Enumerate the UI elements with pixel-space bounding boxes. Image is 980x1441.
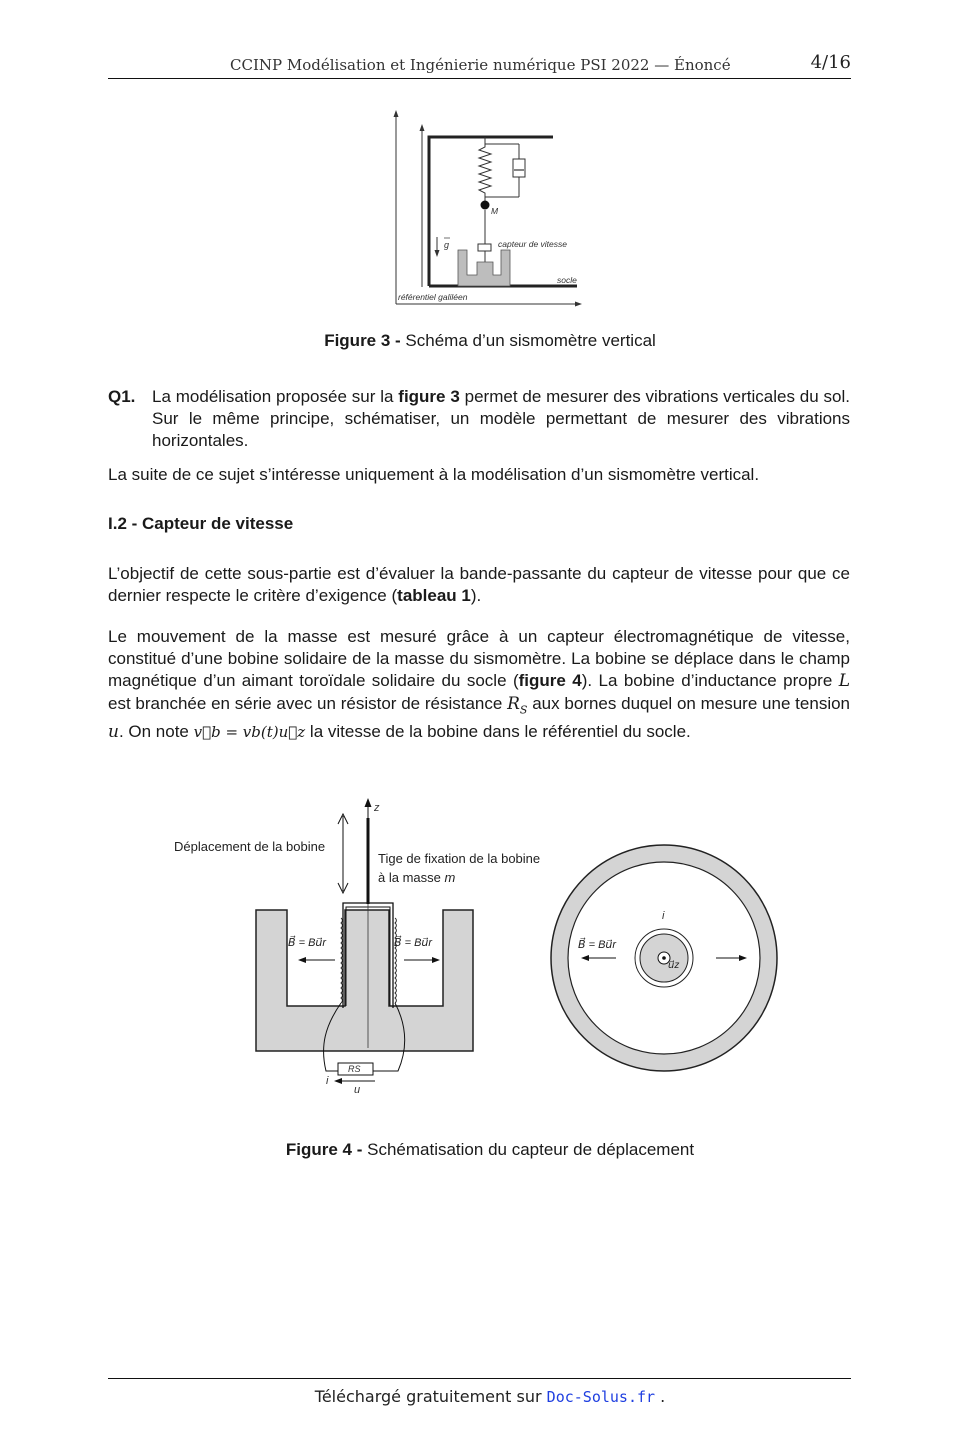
math-resistance xyxy=(507,694,527,714)
mass-point xyxy=(481,201,490,210)
section-title: I.2 - Capteur de vitesse xyxy=(108,514,294,533)
question-label: Q1. xyxy=(108,387,136,406)
footer-end: . xyxy=(655,1387,666,1406)
question-figure-ref: figure 3 xyxy=(398,387,460,406)
figure-4-caption-label: Figure 4 - xyxy=(285,1140,363,1159)
coil-windings-right xyxy=(395,918,396,1003)
spring xyxy=(479,137,491,205)
paragraph-objective xyxy=(108,563,850,607)
mass-label: M xyxy=(491,206,499,216)
frame-label: référentiel galiléen xyxy=(398,292,468,302)
page-number: 4/16 xyxy=(810,52,851,73)
z-axis-arrowhead xyxy=(365,798,372,807)
paragraph-text: ). xyxy=(470,586,482,606)
question-text-part: La modélisation proposée sur la xyxy=(152,387,399,406)
paragraph-movement xyxy=(108,626,850,743)
paragraph-vertical: La suite de ce sujet s’intéresse uniquement à la modélisation d’un sismomètre vertical. xyxy=(108,465,760,484)
resistor-label: RS xyxy=(348,1064,361,1074)
header-title: CCINP Modélisation et Ingénierie numérique PSI 2022 — Énoncé xyxy=(230,56,731,74)
frame-axis-arrowhead-up xyxy=(394,110,399,117)
rod-label-line2: à la masse m xyxy=(378,870,456,885)
math-inductance: L xyxy=(838,671,850,692)
base-label: socle xyxy=(557,275,577,285)
paragraph-text: . On note xyxy=(118,722,194,742)
math-voltage: u xyxy=(108,722,119,743)
page-header xyxy=(108,52,851,79)
paragraph-text: aux bornes duquel on mesure une tension xyxy=(527,693,850,713)
footer-text: Téléchargé gratuitement sur xyxy=(314,1387,547,1406)
table-reference: tableau 1 xyxy=(397,586,471,606)
field-label-top-view: B⃗ = Bu⃗r xyxy=(578,939,617,951)
math-resistance-symbol: R xyxy=(507,693,520,714)
question-text-part: permet de mesurer des vibrations verticales du sol. Sur le même principe, schématiser, un modèle permettant de mesurer des vibrations horizontales. xyxy=(152,387,850,450)
page-footer xyxy=(0,1387,980,1406)
footer-divider xyxy=(108,1378,851,1379)
sensor-magnet xyxy=(458,250,510,286)
frame-axis-arrowhead-right xyxy=(575,302,582,307)
math-resistance-subscript: S xyxy=(519,703,528,716)
field-arrowhead-right xyxy=(432,957,440,963)
displacement-label: Déplacement de la bobine xyxy=(174,839,326,854)
footer-link[interactable]: Doc-Solus.fr xyxy=(546,1388,656,1406)
voltage-arrowhead xyxy=(334,1078,342,1084)
voltage-label: u xyxy=(354,1084,361,1096)
z-axis-label: z xyxy=(374,802,380,814)
current-label-top-view: i xyxy=(662,910,665,922)
figure-3-diagram xyxy=(385,104,600,309)
field-label-left: B⃗ = Bu⃗r xyxy=(288,937,327,949)
math-velocity: v⃗b = vb(t)u⃗z xyxy=(193,723,306,742)
uz-label: u⃗z xyxy=(668,960,680,971)
figure-4-caption xyxy=(0,1140,980,1160)
figure-reference: figure 4 xyxy=(518,671,582,691)
rod-label-line1: Tige de fixation de la bobine xyxy=(378,851,541,866)
gravity-label: g xyxy=(444,240,450,250)
field-arrowhead-left xyxy=(298,957,306,963)
paragraph-text: la vitesse de la bobine dans le référentiel du socle. xyxy=(305,722,691,742)
base-axis-arrowhead xyxy=(420,124,425,131)
uz-dot xyxy=(662,956,666,960)
paragraph-text: est branchée en série avec un résistor de résistance xyxy=(108,693,508,713)
figure-4-caption-text: Schématisation du capteur de déplacement xyxy=(362,1140,695,1159)
figure-3-caption xyxy=(0,331,980,351)
coil-windings-left xyxy=(341,918,342,1003)
paragraph-text: ). La bobine d’inductance propre xyxy=(581,671,839,691)
paragraph-text: L’objectif de cette sous-partie est d’évaluer la bande-passante du capteur de vitesse pour que ce dernier respecte le critère d’exigence ( xyxy=(108,564,850,606)
figure-3-caption-label: Figure 3 - xyxy=(324,331,401,350)
field-label-right: B⃗ = Bu⃗r xyxy=(394,937,433,949)
sensor-label: capteur de vitesse xyxy=(498,239,567,249)
damper-cylinder xyxy=(513,159,525,177)
question-1 xyxy=(108,386,850,452)
sensor-head xyxy=(478,244,491,251)
question-text xyxy=(152,386,850,452)
paragraph-text: Le mouvement de la masse est mesuré grâce à un capteur électromagnétique de vitesse, constitué d’une bobine solidaire de la masse du sismomètre. La bobine se déplace dans le champ magnétique d’un aimant toroïdale solidaire du socle ( xyxy=(108,627,850,691)
gravity-arrowhead xyxy=(435,250,440,257)
magnet-cross-section xyxy=(256,910,473,1051)
figure-3-caption-text: Schéma d’un sismomètre vertical xyxy=(400,331,656,350)
figure-4-diagram xyxy=(160,796,800,1096)
current-label: i xyxy=(326,1075,329,1087)
